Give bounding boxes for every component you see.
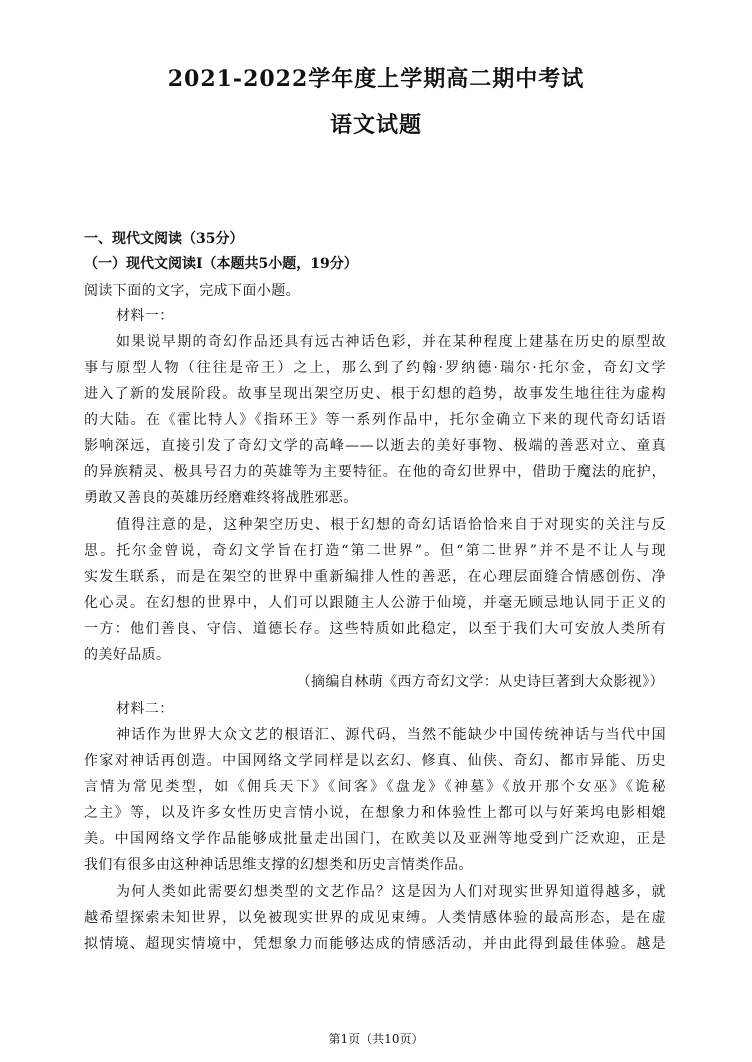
text-line: 勇敢又善良的英雄历经磨难终将战胜邪恶。 bbox=[84, 490, 358, 506]
text-line: 如果说早期的奇幻作品还具有远古神话色彩，并在某种程度上建基在历史的原型故 bbox=[116, 334, 666, 350]
subsection-heading: （一）现代文阅读Ⅰ（本题共5小题，19分） bbox=[84, 256, 358, 272]
page-footer: 第1页（共10页） bbox=[328, 1032, 424, 1046]
text-line: 事与原型人物（往往是帝王）之上，那么到了约翰·罗纳德·瑞尔·托尔金，奇幻文学 bbox=[84, 360, 666, 376]
section-heading: 一、现代文阅读（35分） bbox=[84, 231, 244, 247]
material-label: 材料二： bbox=[116, 701, 174, 717]
instruction-text: 阅读下面的文字，完成下面小题。 bbox=[84, 283, 300, 299]
text-line: 我们有很多由这种神话思维支撑的幻想类和历史言情类作品。 bbox=[84, 857, 473, 873]
material-label: 材料一： bbox=[116, 308, 174, 324]
text-line: 的大陆。在《霍比特人》《指环王》等一系列作品中，托尔金确立下来的现代奇幻话语 bbox=[84, 412, 666, 428]
citation: （摘编自林萌《西方奇幻文学：从史诗巨著到大众影视》） bbox=[296, 674, 664, 690]
exam-subtitle: 语文试题 bbox=[329, 112, 422, 138]
text-line: 的美好品质。 bbox=[84, 647, 171, 663]
text-line: 言情为常见类型，如《佣兵天下》《间客》《盘龙》《神墓》《放开那个女巫》《诡秘 bbox=[84, 779, 666, 795]
text-line: 越希望探索未知世界，以免被现实世界的成见束缚。人类情感体验的最高形态，是在虚 bbox=[84, 910, 666, 926]
text-line: 进入了新的发展阶段。故事呈现出架空历史、根于幻想的趋势，故事发生地往往为虚构 bbox=[84, 386, 666, 402]
text-line: 思。托尔金曾说，奇幻文学旨在打造“第二世界”。但“第二世界”并不是不让人与现 bbox=[84, 543, 666, 559]
text-line: 的异族精灵、极具号召力的英雄等为主要特征。在他的奇幻世界中，借助于魔法的庇护， bbox=[84, 464, 666, 480]
text-line: 拟情境、超现实情境中，凭想象力而能够达成的情感活动，并由此得到最佳体验。越是 bbox=[84, 936, 666, 952]
text-line: 作家对神话再创造。中国网络文学同样是以玄幻、修真、仙侠、奇幻、都市异能、历史 bbox=[84, 753, 666, 769]
text-line: 影响深远，直接引发了奇幻文学的高峰——以逝去的美好事物、极端的善恶对立、童真 bbox=[84, 438, 666, 454]
text-line: 值得注意的是，这种架空历史、根于幻想的奇幻话语恰恰来自于对现实的关注与反 bbox=[116, 517, 666, 533]
text-line: 美。中国网络文学作品能够成批量走出国门，在欧美以及亚洲等地受到广泛欢迎，正是 bbox=[84, 831, 666, 847]
text-line: 实发生联系，而是在架空的世界中重新编排人性的善恶，在心理层面缝合情感创伤、净 bbox=[84, 569, 666, 585]
text-line: 一方：他们善良、守信、道德长存。这些特质如此稳定，以至于我们大可安放人类所有 bbox=[84, 621, 666, 637]
text-line: 之主》等，以及许多女性历史言情小说，在想象力和体验性上都可以与好莱坞电影相媲 bbox=[84, 805, 666, 821]
text-line: 化心灵。在幻想的世界中，人们可以跟随主人公游于仙境，并毫无顾忌地认同于正义的 bbox=[84, 595, 666, 611]
text-line: 为何人类如此需要幻想类型的文艺作品？这是因为人们对现实世界知道得越多，就 bbox=[116, 884, 666, 900]
exam-title: 2021-2022学年度上学期高二期中考试 bbox=[167, 66, 585, 92]
text-line: 神话作为世界大众文艺的根语汇、源代码，当然不能缺少中国传统神话与当代中国 bbox=[116, 727, 666, 743]
